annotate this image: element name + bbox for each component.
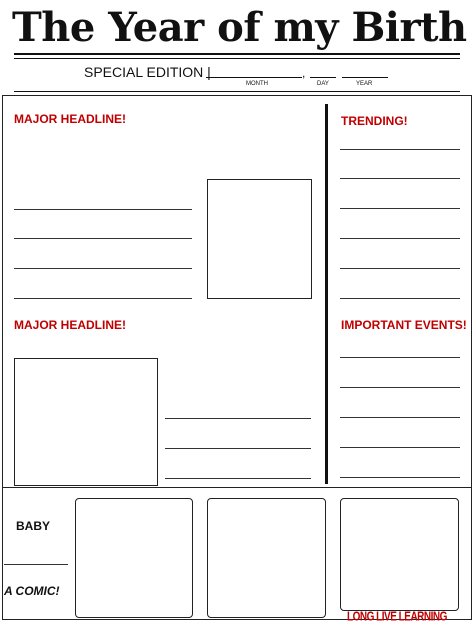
column-divider bbox=[325, 104, 328, 484]
comic-panel-3[interactable] bbox=[340, 498, 459, 611]
writing-line[interactable] bbox=[165, 478, 311, 479]
header-rule-bottom bbox=[14, 58, 460, 59]
special-edition-label: SPECIAL EDITION | bbox=[84, 64, 211, 80]
trending-line[interactable] bbox=[340, 178, 460, 179]
header-rule-under-edition bbox=[14, 91, 460, 92]
comic-panel-2[interactable] bbox=[207, 498, 326, 618]
year-blank[interactable] bbox=[342, 77, 388, 78]
month-blank[interactable] bbox=[206, 77, 302, 78]
month-caption: MONTH bbox=[246, 81, 268, 87]
photo-box-2[interactable] bbox=[14, 358, 158, 486]
trending-line[interactable] bbox=[340, 149, 460, 150]
date-comma: , bbox=[302, 66, 306, 80]
trending-line[interactable] bbox=[340, 298, 460, 299]
trending-line[interactable] bbox=[340, 208, 460, 209]
events-line[interactable] bbox=[340, 417, 460, 418]
brand-logo: LONG LIVE LEARNING bbox=[347, 610, 447, 625]
major-headline-2: MAJOR HEADLINE! bbox=[14, 318, 127, 332]
writing-line[interactable] bbox=[165, 418, 311, 419]
major-headline-1: MAJOR HEADLINE! bbox=[14, 112, 127, 126]
baby-label: BABY bbox=[16, 519, 51, 533]
events-line[interactable] bbox=[340, 447, 460, 448]
important-events-heading: IMPORTANT EVENTS! bbox=[341, 318, 467, 332]
trending-heading: TRENDING! bbox=[341, 114, 408, 128]
writing-line[interactable] bbox=[165, 448, 311, 449]
page-title: The Year of my Birth bbox=[12, 4, 467, 51]
header-rule-top bbox=[14, 53, 460, 55]
trending-line[interactable] bbox=[340, 238, 460, 239]
year-caption: YEAR bbox=[356, 81, 373, 87]
writing-line[interactable] bbox=[14, 209, 192, 210]
section-divider bbox=[2, 487, 472, 488]
comic-panel-1[interactable] bbox=[75, 498, 193, 618]
photo-box-1[interactable] bbox=[207, 179, 312, 299]
day-caption: DAY bbox=[317, 81, 329, 87]
trending-line[interactable] bbox=[340, 268, 460, 269]
writing-line[interactable] bbox=[14, 238, 192, 239]
events-line[interactable] bbox=[340, 357, 460, 358]
writing-line[interactable] bbox=[14, 268, 192, 269]
writing-line[interactable] bbox=[14, 298, 192, 299]
baby-line[interactable] bbox=[4, 564, 68, 565]
events-line[interactable] bbox=[340, 387, 460, 388]
day-blank[interactable] bbox=[310, 77, 336, 78]
comic-label: A COMIC! bbox=[4, 584, 60, 598]
events-line[interactable] bbox=[340, 477, 460, 478]
